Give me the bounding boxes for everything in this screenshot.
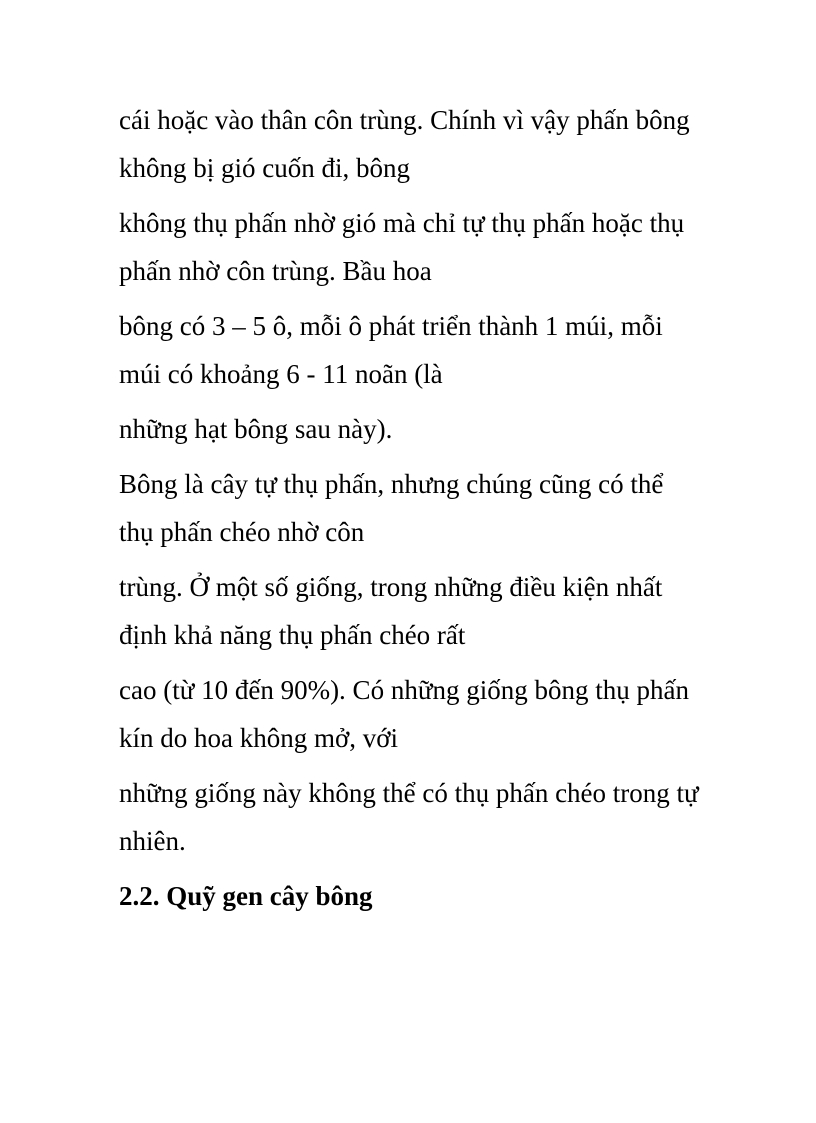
paragraph [119, 199, 719, 295]
text-line: cao (từ 10 đến 90%). Có những giống bông thụ phấn [119, 675, 689, 705]
text-line: cái hoặc vào thân côn trùng. Chính vì vậy phấn bông [119, 105, 690, 135]
text-line: bông có 3 – 5 ô, mỗi ô phát triển thành 1 múi, mỗi [119, 311, 663, 341]
section-heading: 2.2. Quỹ gen cây bông [119, 881, 373, 911]
paragraph [119, 563, 719, 659]
text-line: không bị gió cuốn đi, bông [119, 153, 410, 183]
text-line: kín do hoa không mở, với [119, 723, 399, 753]
paragraph [119, 460, 719, 556]
text-line: phấn nhờ côn trùng. Bầu hoa [119, 256, 432, 286]
paragraph [119, 666, 719, 762]
paragraph [119, 769, 719, 865]
text-line: múi có khoảng 6 - 11 noãn (là [119, 359, 443, 389]
paragraph [119, 96, 719, 192]
text-line: Bông là cây tự thụ phấn, nhưng chúng cũng có thể [119, 469, 664, 499]
text-line: những giống này không thể có thụ phấn chéo trong tự [119, 778, 699, 808]
text-line: nhiên. [119, 826, 186, 856]
document-body [119, 96, 719, 920]
text-line: những hạt bông sau này). [119, 414, 393, 444]
text-line: thụ phấn chéo nhờ côn [119, 517, 365, 547]
text-line: trùng. Ở một số giống, trong những điều kiện nhất [119, 572, 663, 602]
text-line: định khả năng thụ phấn chéo rất [119, 620, 466, 650]
text-line: không thụ phấn nhờ gió mà chỉ tự thụ phấn hoặc thụ [119, 208, 685, 238]
paragraph [119, 405, 719, 453]
paragraph [119, 302, 719, 398]
